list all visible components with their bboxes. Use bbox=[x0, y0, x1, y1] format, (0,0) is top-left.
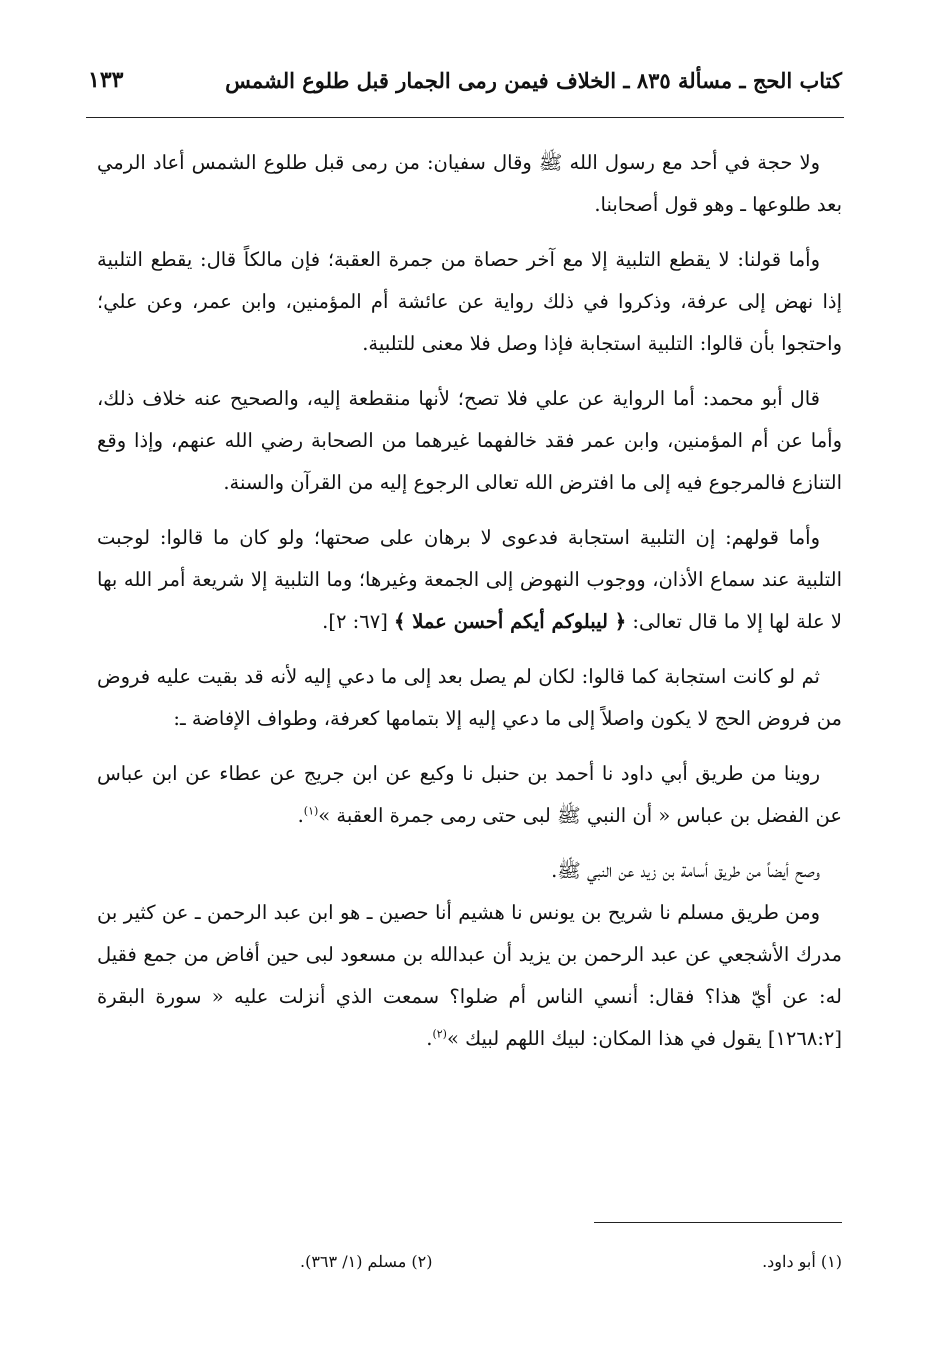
paragraph-8 bbox=[97, 892, 842, 1060]
paragraph-5 bbox=[97, 656, 842, 740]
paragraph-7 bbox=[97, 850, 842, 892]
footnote-2: (٢) مسلم (١/ ٣٦٣). bbox=[300, 1252, 433, 1271]
quran-verse: ﴿ ليبلوكم أيكم أحسن عملا ﴾ bbox=[394, 610, 627, 633]
paragraph-3-text: قال أبو محمد: أما الرواية عن علي فلا تصح؛ لأنها منقطعة إليه، والصحيح عنه خلاف ذلك، وأما عن أم المؤمنين، وابن عمر فقد خالفهما غيرهما من الصحابة رضي الله عنهم، وإذا وقع التنازع فالمرجوع فيه إلى ما افترض الله تعالى الرجوع إليه من القرآن والسنة. bbox=[97, 387, 842, 494]
paragraph-5-text: ثم لو كانت استجابة كما قالوا: لكان لم يصل بعد إلى ما دعي إليه لأنه قد بقيت عليه فروض من فروض الحج لا يكون واصلاً إلى ما دعي إليه إلا بتمامها كعرفة، وطواف الإفاضة ـ: bbox=[97, 665, 842, 730]
footnotes bbox=[300, 1248, 842, 1276]
header-rule bbox=[86, 117, 844, 118]
paragraph-6 bbox=[97, 753, 842, 837]
paragraph-2-text: وأما قولنا: لا يقطع التلبية إلا مع آخر حصاة من جمرة العقبة؛ فإن مالكاً قال: يقطع التلبية إذا نهض إلى عرفة، وذكروا في ذلك رواية عن عائشة أم المؤمنين، وابن عمر، وعن علي؛ واحتجوا بأن قالوا: التلبية استجابة فإذا وصل فلا معنى للتلبية. bbox=[97, 248, 842, 355]
page-header bbox=[88, 58, 842, 102]
paragraph-3 bbox=[97, 378, 842, 504]
paragraph-4 bbox=[97, 517, 842, 643]
paragraph-8-end: . bbox=[426, 1027, 433, 1050]
page-number: ١٣٣ bbox=[88, 67, 124, 93]
running-head: كتاب الحج ـ مسألة ٨٣٥ ـ الخلاف فيمن رمى الجمار قبل طلوع الشمس bbox=[225, 67, 842, 93]
verse-reference: [٦٧: ٢]. bbox=[322, 610, 395, 633]
footnote-ref-2: (٢) bbox=[432, 1027, 447, 1041]
body-text bbox=[97, 142, 842, 1073]
footnote-1: (١) أبو داود. bbox=[762, 1252, 842, 1271]
paragraph-2 bbox=[97, 239, 842, 365]
paragraph-1 bbox=[97, 142, 842, 226]
paragraph-6-text: روينا من طريق أبي داود نا أحمد بن حنبل نا وكيع عن ابن جريج عن عطاء عن ابن عباس عن الفضل بن عباس « أن النبي ﷺ لبى حتى رمى جمرة العقبة » bbox=[97, 762, 842, 827]
paragraph-8-text: ومن طريق مسلم نا شريح بن يونس نا هشيم أنا حصين ـ هو ابن عبد الرحمن ـ عن كثير بن مدرك الأشجعي عن عبد الرحمن بن يزيد أن عبدالله بن مسعود لبى حين أفاض من جمع فقيل له: عن أيّ هذا؟ فقال: أنسي الناس أم ضلوا؟ سمعت الذي أنزلت عليه « سورة البقرة [١٢٦٨:٢] يقول في هذا المكان: لبيك اللهم لبيك » bbox=[97, 901, 842, 1050]
paragraph-6-end: . bbox=[297, 804, 304, 827]
paragraph-7-text: وصح أيضاً من طريق أسامة بن زيد عن النبي ﷺ. bbox=[551, 859, 820, 882]
paragraph-1-text: ولا حجة في أحد مع رسول الله ﷺ وقال سفيان: من رمى قبل طلوع الشمس أعاد الرمي بعد طلوعها ـ وهو قول أصحابنا. bbox=[97, 151, 842, 216]
footnote-rule bbox=[594, 1222, 842, 1223]
paragraph-4-text: وأما قولهم: إن التلبية استجابة فدعوى لا برهان على صحتها؛ ولو كان ما قالوا: لوجبت التلبية عند سماع الأذان، ووجوب النهوض إلى الجمعة وغيرها؛ وما التلبية إلا شريعة أمر الله بها لا علة لها إلا ما قال تعالى: bbox=[97, 526, 842, 633]
footnote-ref-1: (١) bbox=[303, 804, 319, 818]
